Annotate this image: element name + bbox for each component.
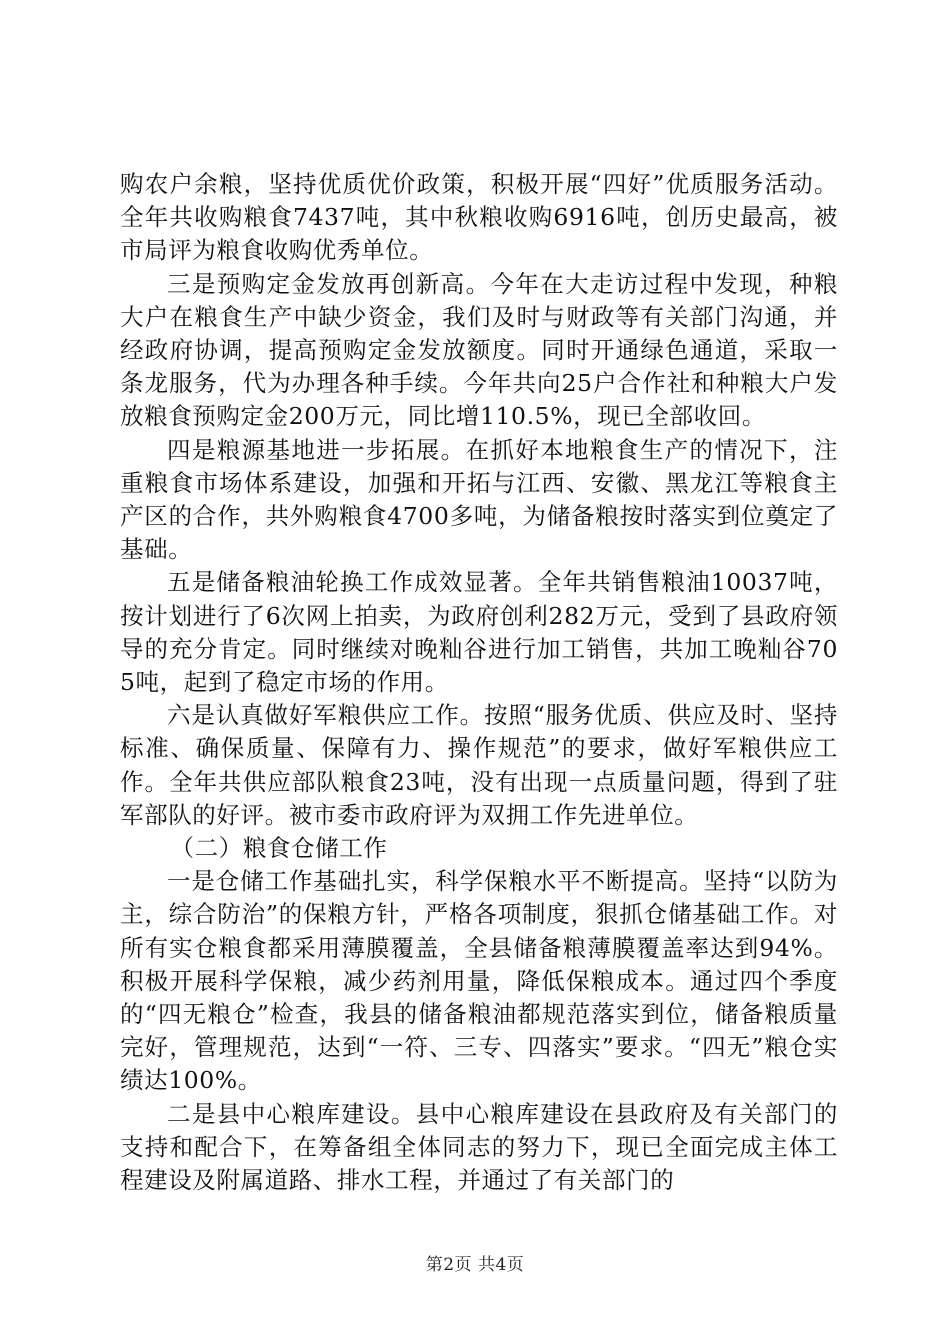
document-body (120, 168, 838, 1197)
paragraph-storage-two: 二是县中心粮库建设。县中心粮库建设在县政府及有关部门的支持和配合下，在筹备组全体同志的努力下，现已全面完成主体工程建设及附属道路、排水工程，并通过了有关部门的 (120, 1099, 838, 1195)
paragraph-storage-one: 一是仓储工作基础扎实，科学保粮水平不断提高。坚持“以防为主，综合防治”的保粮方针，严格各项制度，狠抓仓储基础工作。对所有实仓粮食都采用薄膜覆盖，全县储备粮薄膜覆盖率达到94%。积极开展科学保粮，减少药剂用量，降低保粮成本。通过四个季度的“四无粮仓”检查，我县的储备粮油都规范落实到位，储备粮质量完好，管理规范，达到“一符、三专、四落实”要求。“四无”粮仓实绩达100%。 (120, 867, 838, 1095)
paragraph-point-three: 三是预购定金发放再创新高。今年在大走访过程中发现，种粮大户在粮食生产中缺少资金，我们及时与财政等有关部门沟通，并经政府协调，提高预购定金发放额度。同时开通绿色通道，采取一条龙服务，代为办理各种手续。今年共向25户合作社和种粮大户发放粮食预购定金200万元，同比增110.5%，现已全部收回。 (120, 269, 838, 431)
page-number-footer: 第2页 共4页 (425, 1255, 525, 1275)
paragraph-point-four: 四是粮源基地进一步拓展。在抓好本地粮食生产的情况下，注重粮食市场体系建设，加强和开拓与江西、安徽、黑龙江等粮食主产区的合作，共外购粮食4700多吨，为储备粮按时落实到位奠定了基础。 (120, 435, 838, 564)
paragraph-continuation: 购农户余粮，坚持优质优价政策，积极开展“四好”优质服务活动。全年共收购粮食7437吨，其中秋粮收购6916吨，创历史最高，被市局评为粮食收购优秀单位。 (120, 170, 838, 265)
paragraph-point-five: 五是储备粮油轮换工作成效显著。全年共销售粮油10037吨，按计划进行了6次网上拍卖，为政府创利282万元，受到了县政府领导的充分肯定。同时继续对晚籼谷进行加工销售，共加工晚籼谷705吨，起到了稳定市场的作用。 (120, 568, 838, 697)
section-heading-storage: （二）粮食仓储工作 (170, 834, 388, 863)
paragraph-point-six: 六是认真做好军粮供应工作。按照“服务优质、供应及时、坚持标准、确保质量、保障有力、操作规范”的要求，做好军粮供应工作。全年共供应部队粮食23吨，没有出现一点质量问题，得到了驻军部队的好评。被市委市政府评为双拥工作先进单位。 (120, 701, 838, 829)
